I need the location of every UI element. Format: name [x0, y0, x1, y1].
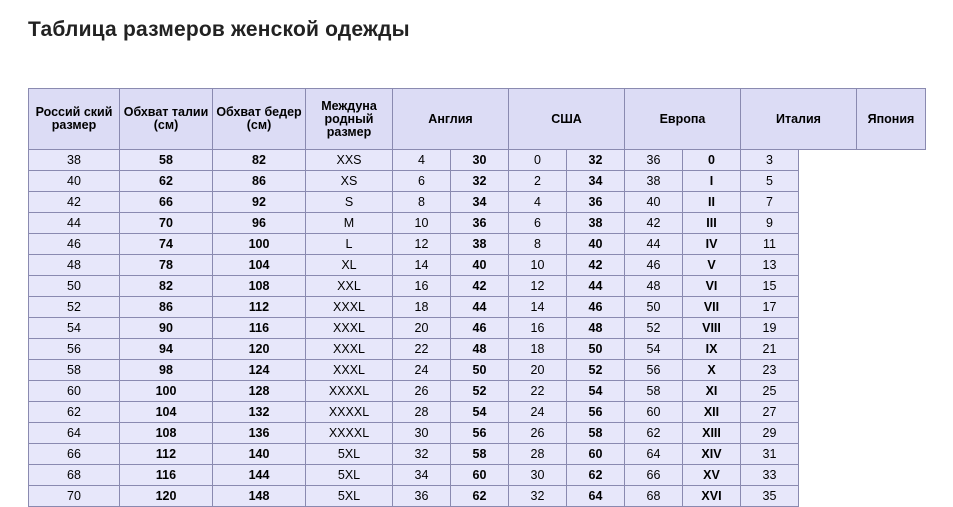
cell-europe-a: 52 [625, 318, 683, 339]
cell-international-size: XXS [306, 150, 393, 171]
cell-hip: 82 [213, 150, 306, 171]
cell-waist: 66 [120, 192, 213, 213]
cell-russian-size: 44 [29, 213, 120, 234]
cell-italy-a: 15 [741, 276, 799, 297]
cell-usa-a: 16 [509, 318, 567, 339]
cell-england-a: 16 [393, 276, 451, 297]
cell-usa-a: 2 [509, 171, 567, 192]
cell-italy-a: 35 [741, 486, 799, 507]
cell-waist: 70 [120, 213, 213, 234]
cell-hip: 96 [213, 213, 306, 234]
cell-usa-b: 60 [567, 444, 625, 465]
cell-waist: 78 [120, 255, 213, 276]
table-row [29, 465, 926, 486]
cell-usa-b: 52 [567, 360, 625, 381]
cell-usa-a: 6 [509, 213, 567, 234]
cell-russian-size: 42 [29, 192, 120, 213]
cell-russian-size: 50 [29, 276, 120, 297]
table-row [29, 339, 926, 360]
cell-europe-a: 64 [625, 444, 683, 465]
header-japan: Япония [857, 89, 926, 150]
cell-england-b: 46 [451, 318, 509, 339]
header-waist: Обхват талии (см) [120, 89, 213, 150]
header-usa: США [509, 89, 625, 150]
cell-europe-a: 36 [625, 150, 683, 171]
cell-europe-b: XV [683, 465, 741, 486]
cell-russian-size: 40 [29, 171, 120, 192]
cell-waist: 82 [120, 276, 213, 297]
cell-england-a: 10 [393, 213, 451, 234]
cell-england-a: 18 [393, 297, 451, 318]
cell-italy-a: 29 [741, 423, 799, 444]
cell-waist: 62 [120, 171, 213, 192]
cell-usa-b: 38 [567, 213, 625, 234]
cell-italy-a: 25 [741, 381, 799, 402]
cell-europe-b: VII [683, 297, 741, 318]
cell-usa-b: 36 [567, 192, 625, 213]
cell-usa-a: 24 [509, 402, 567, 423]
cell-usa-a: 30 [509, 465, 567, 486]
cell-usa-a: 10 [509, 255, 567, 276]
table-row [29, 402, 926, 423]
cell-usa-a: 20 [509, 360, 567, 381]
cell-england-a: 4 [393, 150, 451, 171]
cell-russian-size: 48 [29, 255, 120, 276]
cell-usa-b: 44 [567, 276, 625, 297]
cell-usa-a: 22 [509, 381, 567, 402]
table-row [29, 234, 926, 255]
cell-hip: 120 [213, 339, 306, 360]
cell-russian-size: 38 [29, 150, 120, 171]
cell-italy-a: 19 [741, 318, 799, 339]
cell-waist: 112 [120, 444, 213, 465]
cell-england-b: 52 [451, 381, 509, 402]
cell-usa-b: 34 [567, 171, 625, 192]
table-row [29, 150, 926, 171]
cell-italy-a: 17 [741, 297, 799, 318]
cell-hip: 112 [213, 297, 306, 318]
cell-international-size: XXXL [306, 360, 393, 381]
table-row [29, 213, 926, 234]
cell-europe-b: 0 [683, 150, 741, 171]
cell-europe-a: 48 [625, 276, 683, 297]
cell-italy-a: 31 [741, 444, 799, 465]
cell-international-size: XXXXL [306, 402, 393, 423]
cell-waist: 94 [120, 339, 213, 360]
cell-england-b: 30 [451, 150, 509, 171]
cell-europe-b: I [683, 171, 741, 192]
cell-italy-a: 3 [741, 150, 799, 171]
cell-europe-b: III [683, 213, 741, 234]
cell-europe-b: V [683, 255, 741, 276]
cell-europe-a: 60 [625, 402, 683, 423]
cell-europe-b: XIII [683, 423, 741, 444]
cell-italy-a: 9 [741, 213, 799, 234]
cell-hip: 132 [213, 402, 306, 423]
cell-europe-a: 40 [625, 192, 683, 213]
cell-waist: 100 [120, 381, 213, 402]
header-hip: Обхват бедер (см) [213, 89, 306, 150]
cell-england-b: 34 [451, 192, 509, 213]
cell-international-size: 5XL [306, 465, 393, 486]
cell-waist: 108 [120, 423, 213, 444]
cell-international-size: XXXL [306, 318, 393, 339]
cell-hip: 92 [213, 192, 306, 213]
cell-waist: 74 [120, 234, 213, 255]
size-table-container [28, 88, 926, 507]
cell-italy-a: 13 [741, 255, 799, 276]
cell-waist: 90 [120, 318, 213, 339]
cell-usa-b: 46 [567, 297, 625, 318]
cell-usa-b: 56 [567, 402, 625, 423]
cell-usa-b: 42 [567, 255, 625, 276]
header-italy: Италия [741, 89, 857, 150]
cell-italy-a: 23 [741, 360, 799, 381]
cell-europe-b: VIII [683, 318, 741, 339]
cell-hip: 116 [213, 318, 306, 339]
cell-international-size: XXXXL [306, 381, 393, 402]
cell-europe-a: 68 [625, 486, 683, 507]
cell-europe-b: XI [683, 381, 741, 402]
cell-england-b: 56 [451, 423, 509, 444]
cell-usa-b: 50 [567, 339, 625, 360]
cell-usa-b: 40 [567, 234, 625, 255]
cell-england-b: 44 [451, 297, 509, 318]
cell-england-b: 36 [451, 213, 509, 234]
cell-europe-a: 50 [625, 297, 683, 318]
cell-international-size: XXXL [306, 339, 393, 360]
header-international-size: Междуна родный размер [306, 89, 393, 150]
cell-usa-a: 18 [509, 339, 567, 360]
cell-international-size: XXXXL [306, 423, 393, 444]
cell-hip: 128 [213, 381, 306, 402]
cell-europe-a: 66 [625, 465, 683, 486]
cell-russian-size: 58 [29, 360, 120, 381]
cell-waist: 86 [120, 297, 213, 318]
table-row [29, 486, 926, 507]
cell-usa-a: 26 [509, 423, 567, 444]
cell-europe-b: X [683, 360, 741, 381]
cell-england-b: 54 [451, 402, 509, 423]
cell-hip: 140 [213, 444, 306, 465]
cell-europe-b: XII [683, 402, 741, 423]
cell-england-a: 28 [393, 402, 451, 423]
cell-international-size: S [306, 192, 393, 213]
cell-waist: 98 [120, 360, 213, 381]
cell-usa-a: 8 [509, 234, 567, 255]
cell-england-b: 62 [451, 486, 509, 507]
table-row [29, 276, 926, 297]
cell-england-b: 48 [451, 339, 509, 360]
cell-international-size: XL [306, 255, 393, 276]
cell-international-size: 5XL [306, 486, 393, 507]
table-row [29, 297, 926, 318]
cell-england-b: 38 [451, 234, 509, 255]
cell-england-a: 14 [393, 255, 451, 276]
table-row [29, 423, 926, 444]
cell-england-b: 50 [451, 360, 509, 381]
cell-europe-b: IV [683, 234, 741, 255]
cell-international-size: XXXL [306, 297, 393, 318]
table-row [29, 171, 926, 192]
cell-europe-b: XIV [683, 444, 741, 465]
cell-russian-size: 62 [29, 402, 120, 423]
header-england: Англия [393, 89, 509, 150]
table-body [29, 150, 926, 507]
cell-international-size: M [306, 213, 393, 234]
header-russian-size: Россий ский размер [29, 89, 120, 150]
cell-england-a: 36 [393, 486, 451, 507]
cell-england-a: 24 [393, 360, 451, 381]
cell-hip: 148 [213, 486, 306, 507]
cell-hip: 104 [213, 255, 306, 276]
cell-england-b: 42 [451, 276, 509, 297]
cell-international-size: XS [306, 171, 393, 192]
cell-europe-a: 44 [625, 234, 683, 255]
cell-waist: 58 [120, 150, 213, 171]
cell-usa-b: 58 [567, 423, 625, 444]
cell-england-a: 22 [393, 339, 451, 360]
cell-usa-a: 32 [509, 486, 567, 507]
cell-italy-a: 21 [741, 339, 799, 360]
cell-international-size: 5XL [306, 444, 393, 465]
cell-russian-size: 70 [29, 486, 120, 507]
cell-usa-b: 54 [567, 381, 625, 402]
cell-europe-b: II [683, 192, 741, 213]
cell-waist: 116 [120, 465, 213, 486]
table-row [29, 255, 926, 276]
cell-italy-a: 5 [741, 171, 799, 192]
table-row [29, 318, 926, 339]
cell-europe-a: 58 [625, 381, 683, 402]
cell-usa-b: 32 [567, 150, 625, 171]
cell-europe-a: 38 [625, 171, 683, 192]
table-row [29, 444, 926, 465]
cell-russian-size: 52 [29, 297, 120, 318]
cell-europe-a: 42 [625, 213, 683, 234]
cell-europe-a: 54 [625, 339, 683, 360]
cell-england-a: 34 [393, 465, 451, 486]
cell-england-b: 60 [451, 465, 509, 486]
table-row [29, 360, 926, 381]
cell-italy-a: 27 [741, 402, 799, 423]
cell-hip: 108 [213, 276, 306, 297]
cell-usa-a: 28 [509, 444, 567, 465]
cell-waist: 104 [120, 402, 213, 423]
table-header-row [29, 89, 926, 150]
page-title: Таблица размеров женской одежды [28, 18, 410, 41]
cell-international-size: L [306, 234, 393, 255]
table-row [29, 381, 926, 402]
cell-europe-a: 62 [625, 423, 683, 444]
cell-england-a: 30 [393, 423, 451, 444]
cell-england-b: 32 [451, 171, 509, 192]
cell-hip: 124 [213, 360, 306, 381]
cell-italy-a: 7 [741, 192, 799, 213]
cell-england-a: 20 [393, 318, 451, 339]
cell-england-a: 32 [393, 444, 451, 465]
cell-hip: 136 [213, 423, 306, 444]
cell-russian-size: 66 [29, 444, 120, 465]
cell-europe-b: IX [683, 339, 741, 360]
cell-italy-a: 11 [741, 234, 799, 255]
cell-england-a: 6 [393, 171, 451, 192]
cell-usa-b: 62 [567, 465, 625, 486]
cell-hip: 100 [213, 234, 306, 255]
cell-hip: 144 [213, 465, 306, 486]
cell-usa-a: 4 [509, 192, 567, 213]
cell-international-size: XXL [306, 276, 393, 297]
cell-england-b: 58 [451, 444, 509, 465]
cell-england-b: 40 [451, 255, 509, 276]
cell-hip: 86 [213, 171, 306, 192]
cell-england-a: 12 [393, 234, 451, 255]
cell-europe-a: 56 [625, 360, 683, 381]
cell-europe-a: 46 [625, 255, 683, 276]
cell-england-a: 8 [393, 192, 451, 213]
cell-italy-a: 33 [741, 465, 799, 486]
cell-russian-size: 54 [29, 318, 120, 339]
cell-russian-size: 56 [29, 339, 120, 360]
cell-usa-b: 64 [567, 486, 625, 507]
header-europe: Европа [625, 89, 741, 150]
cell-england-a: 26 [393, 381, 451, 402]
table-header [29, 89, 926, 150]
cell-russian-size: 60 [29, 381, 120, 402]
cell-europe-b: XVI [683, 486, 741, 507]
size-table [28, 88, 926, 507]
cell-usa-a: 0 [509, 150, 567, 171]
cell-usa-a: 14 [509, 297, 567, 318]
cell-russian-size: 46 [29, 234, 120, 255]
cell-europe-b: VI [683, 276, 741, 297]
cell-russian-size: 64 [29, 423, 120, 444]
cell-russian-size: 68 [29, 465, 120, 486]
cell-usa-b: 48 [567, 318, 625, 339]
table-row [29, 192, 926, 213]
cell-usa-a: 12 [509, 276, 567, 297]
cell-waist: 120 [120, 486, 213, 507]
